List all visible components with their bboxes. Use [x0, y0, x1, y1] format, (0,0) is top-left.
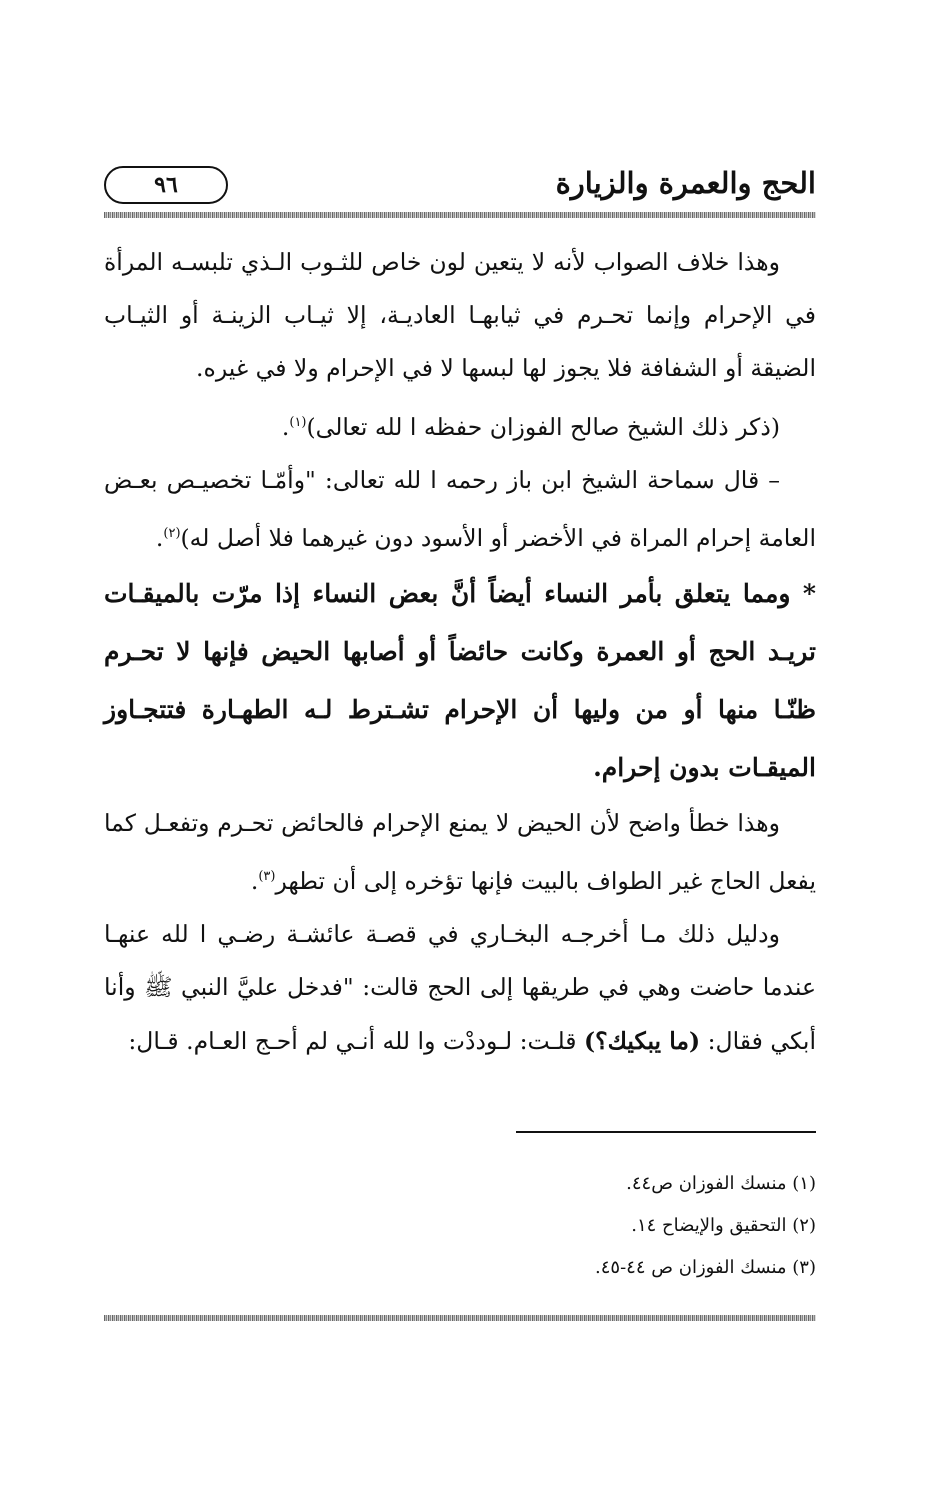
- quoted-bold: (ما يبكيك؟): [583, 1026, 701, 1055]
- paragraph: [104, 908, 816, 1068]
- footnote-item: (٢) التحقيق والإيضاح ١٤.: [631, 1215, 816, 1236]
- footnote-ref: (٣): [258, 869, 276, 885]
- paragraph: [104, 454, 816, 565]
- paragraph-text: وهذا خطأ واضح لأن الحيض لا يمنع الإحرام فالحائض تحـرم وتفعـل كما يفعل الحاج غير الطواف بالبيت فإنها تؤخره إلى أن تطهر: [104, 808, 816, 895]
- page-body: [104, 236, 816, 1068]
- paragraph-text: قلـت: لـوددْت وا لله أنـي لم أحـج العـام. قـال:: [128, 1026, 584, 1055]
- bold-paragraph: * ومما يتعلق بأمر النساء أيضاً أنَّ بعض النساء إذا مرّت بالميقـات تريـد الحج أو العمرة وكانت حائضاً أو أصابها الحيض فإنها لا تحـرم ظنّـا منها أو من وليها أن الإحرام تشـترط لـه الطهـارة فتتجـاوز الميقـات بدون إحرام.: [104, 578, 816, 782]
- footer-divider: [104, 1315, 816, 1321]
- paragraph: [104, 396, 816, 454]
- page-header: [104, 160, 816, 212]
- paragraph-text: (ذكر ذلك الشيخ صالح الفوزان حفظه ا لله تعالى): [306, 412, 780, 441]
- paragraph-end: .: [155, 523, 164, 552]
- footnote-item: (١) منسك الفوزان ص٤٤.: [626, 1173, 816, 1194]
- footnote-ref: (٢): [163, 525, 181, 541]
- page-number-badge: ٩٦: [104, 166, 228, 204]
- footnote-item: (٣) منسك الفوزان ص ٤٤-٤٥.: [595, 1257, 816, 1278]
- paragraph-text: ودليل ذلك مـا أخرجـه البخـاري في قصـة عائشـة رضـي ا لله عنهـا عندما حاضت وهي في طريقها إلى الحج قالت: "فدخل عليَّ النبي ﷺ وأنا أبكي فقال:: [104, 920, 816, 1055]
- paragraph-end: .: [281, 412, 290, 441]
- footnote-divider: [516, 1131, 816, 1133]
- paragraph-text: – قال سماحة الشيخ ابن باز رحمه ا لله تعالى: "وأمّـا تخصيـص بعـض العامة إحرام المراة في الأخضر أو الأسود دون غيرهما فلا أصل له): [104, 465, 816, 552]
- paragraph-end: .: [250, 866, 259, 895]
- paragraph: [104, 797, 816, 908]
- header-divider: [104, 212, 816, 218]
- footnotes: [104, 1163, 816, 1289]
- footnote-ref: (١): [289, 414, 307, 430]
- paragraph: وهذا خلاف الصواب لأنه لا يتعين لون خاص للثـوب الـذي تلبسـه المرأة في الإحرام وإنما تحـرم في ثيابهـا العاديـة، إلا ثيـاب الزينـة أو الثيـاب الضيقة أو الشفافة فلا يجوز لها لبسها لا في الإحرام ولا في غيره.: [104, 248, 816, 383]
- book-title: الحج والعمرة والزيارة: [555, 166, 816, 200]
